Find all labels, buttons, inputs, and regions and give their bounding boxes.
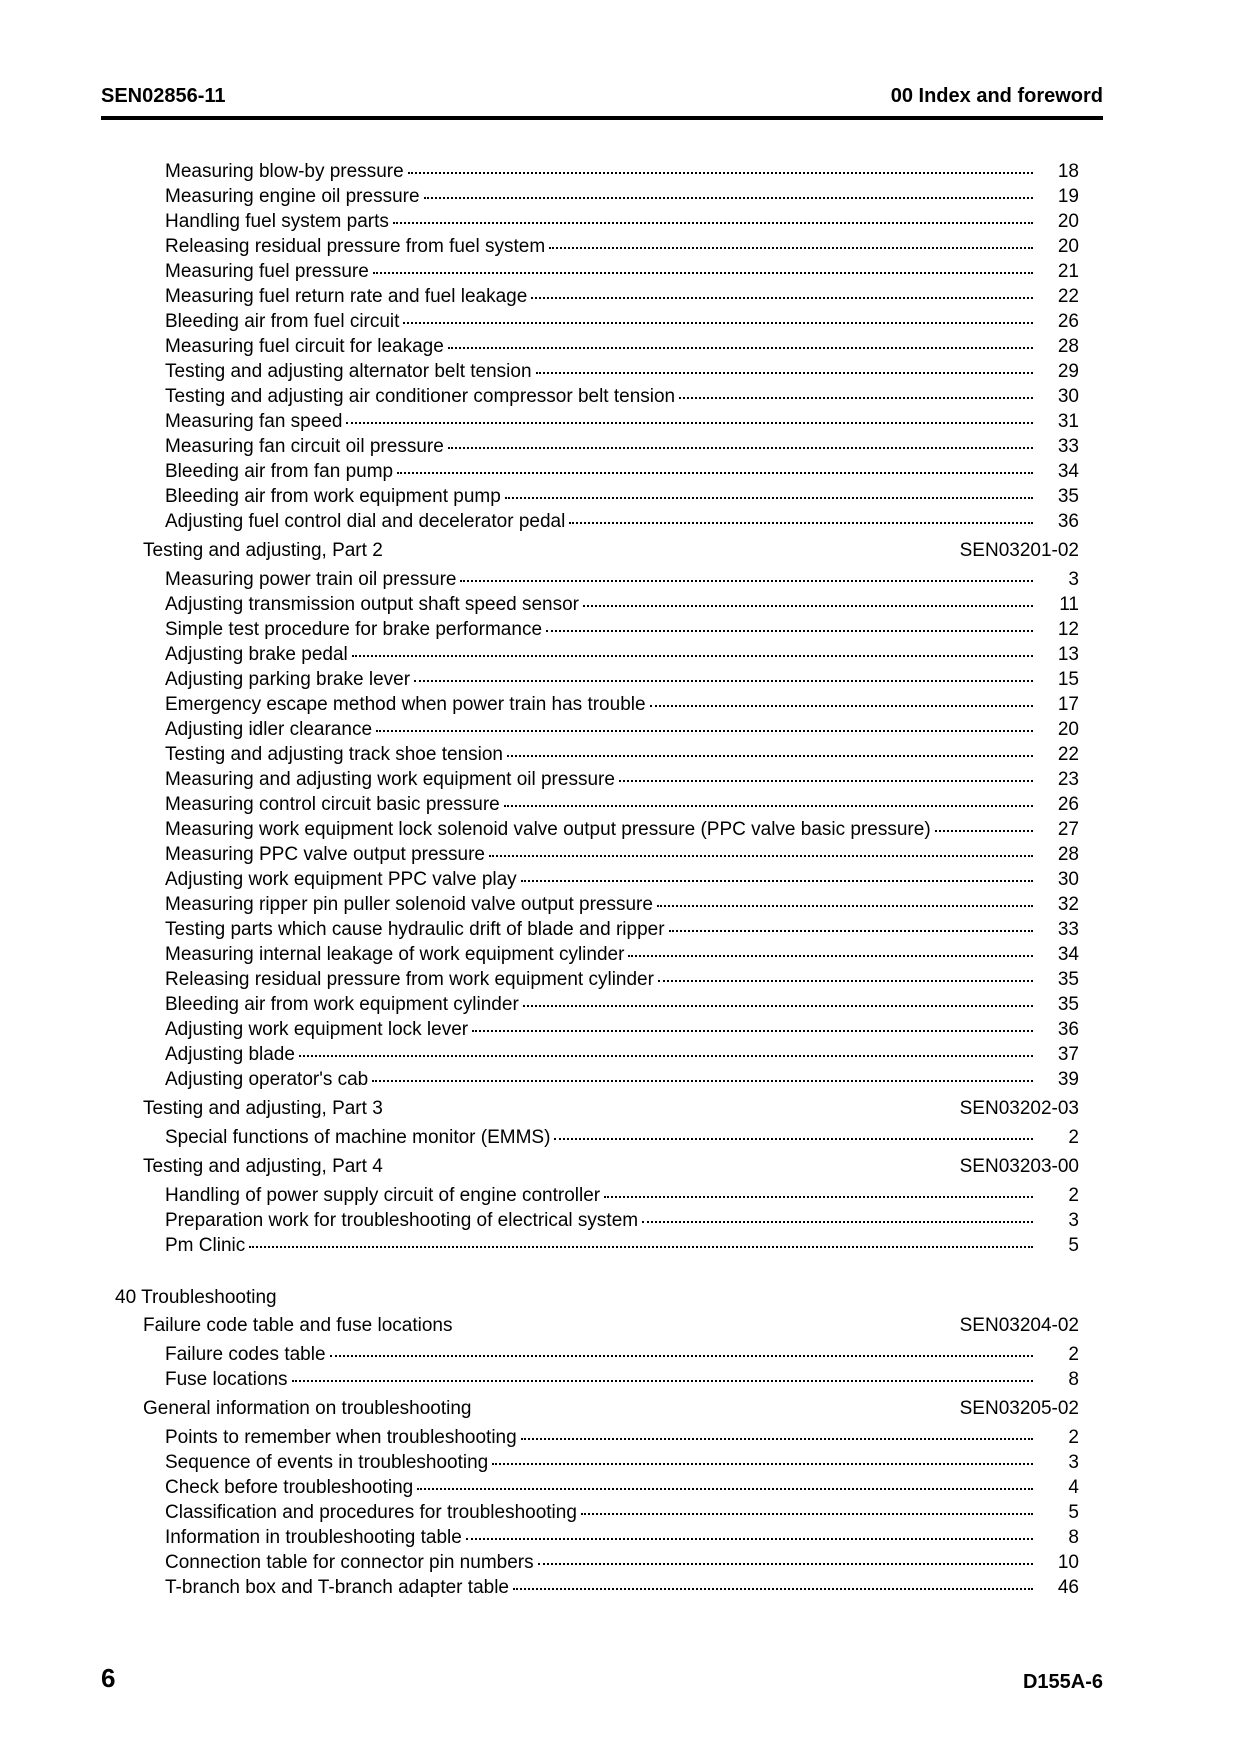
dot-leader bbox=[504, 792, 1033, 810]
toc-entry-title: Adjusting work equipment PPC valve play bbox=[165, 869, 517, 890]
dot-leader bbox=[417, 1475, 1033, 1493]
toc-entry-page: 2 bbox=[1068, 1427, 1079, 1448]
document-code: SEN02856-11 bbox=[101, 85, 226, 107]
toc-entry-title: Classification and procedures for troubleshooting bbox=[165, 1502, 577, 1523]
toc-entry bbox=[165, 717, 1079, 742]
toc-entry-page: 13 bbox=[1057, 644, 1079, 665]
toc-entry bbox=[165, 742, 1079, 767]
toc-entry-page: 3 bbox=[1068, 1452, 1079, 1473]
toc-entry bbox=[165, 792, 1079, 817]
toc-entry bbox=[165, 159, 1079, 184]
dot-leader bbox=[604, 1183, 1033, 1201]
toc-entry-title: Measuring fan speed bbox=[165, 411, 343, 432]
model-code: D155A-6 bbox=[1022, 1671, 1103, 1693]
dot-leader bbox=[549, 234, 1033, 252]
dot-leader bbox=[546, 617, 1033, 635]
toc-subsection-code: SEN03202-03 bbox=[959, 1098, 1079, 1119]
toc-entry-title: Check before troubleshooting bbox=[165, 1477, 414, 1498]
toc-entry-page: 3 bbox=[1068, 1210, 1079, 1231]
toc-entry-title: Measuring fuel return rate and fuel leakage bbox=[165, 286, 528, 307]
toc-entry-page: 4 bbox=[1068, 1477, 1079, 1498]
toc-entry-title: Releasing residual pressure from fuel system bbox=[165, 236, 546, 257]
toc-entry-page: 26 bbox=[1057, 311, 1079, 332]
toc-entry-title: Simple test procedure for brake performance bbox=[165, 619, 543, 640]
toc-entry bbox=[165, 309, 1079, 334]
dot-leader bbox=[523, 992, 1033, 1010]
page-header bbox=[101, 80, 1103, 120]
toc-entry-title: Failure codes table bbox=[165, 1344, 326, 1365]
toc-entry-page: 35 bbox=[1057, 969, 1079, 990]
toc-entry bbox=[165, 567, 1079, 592]
dot-leader bbox=[538, 1550, 1033, 1568]
toc-entry-page: 22 bbox=[1057, 286, 1079, 307]
toc-entry-page: 27 bbox=[1057, 819, 1079, 840]
toc-entry-page: 28 bbox=[1057, 844, 1079, 865]
toc-entry-page: 8 bbox=[1068, 1369, 1079, 1390]
toc-entry-page: 21 bbox=[1057, 261, 1079, 282]
toc-entry bbox=[165, 992, 1079, 1017]
toc-entry bbox=[165, 434, 1079, 459]
dot-leader bbox=[521, 867, 1033, 885]
toc-entry-title: Measuring work equipment lock solenoid valve output pressure (PPC valve basic pressure) bbox=[165, 819, 931, 840]
toc-entry bbox=[165, 1017, 1079, 1042]
toc-entry-page: 29 bbox=[1057, 361, 1079, 382]
toc-entry-page: 33 bbox=[1057, 919, 1079, 940]
dot-leader bbox=[372, 1067, 1033, 1085]
toc-entry-title: Measuring fuel pressure bbox=[165, 261, 369, 282]
dot-leader bbox=[569, 509, 1033, 527]
dot-leader bbox=[935, 817, 1033, 835]
toc-entry-page: 36 bbox=[1057, 1019, 1079, 1040]
toc-entry bbox=[165, 917, 1079, 942]
toc-entry-title: Measuring engine oil pressure bbox=[165, 186, 420, 207]
toc-subsection-title: Failure code table and fuse locations bbox=[143, 1315, 453, 1336]
toc-entry bbox=[165, 1525, 1079, 1550]
toc-entry-title: Adjusting parking brake lever bbox=[165, 669, 411, 690]
toc-subsection-code: SEN03203-00 bbox=[959, 1156, 1079, 1177]
toc-entry bbox=[165, 1425, 1079, 1450]
toc-entry-page: 34 bbox=[1057, 461, 1079, 482]
toc-entry-title: Bleeding air from fuel circuit bbox=[165, 311, 400, 332]
toc-entry-title: Adjusting idler clearance bbox=[165, 719, 373, 740]
toc-entry bbox=[165, 334, 1079, 359]
toc-entry-title: Testing and adjusting air conditioner compressor belt tension bbox=[165, 386, 676, 407]
dot-leader bbox=[679, 384, 1033, 402]
toc-entry-title: Releasing residual pressure from work equipment cylinder bbox=[165, 969, 654, 990]
dot-leader bbox=[513, 1575, 1033, 1593]
dot-leader bbox=[346, 409, 1033, 427]
dot-leader bbox=[403, 309, 1033, 327]
toc-entry-page: 2 bbox=[1068, 1185, 1079, 1206]
toc-entry-title: Testing and adjusting alternator belt tension bbox=[165, 361, 532, 382]
toc-subsection bbox=[143, 1396, 1079, 1421]
toc-entry-title: Adjusting blade bbox=[165, 1044, 295, 1065]
toc-entry-page: 33 bbox=[1057, 436, 1079, 457]
toc-entry bbox=[165, 1367, 1079, 1392]
toc-entry-title: Fuse locations bbox=[165, 1369, 288, 1390]
toc-entry-page: 11 bbox=[1059, 594, 1079, 615]
toc-entry-page: 46 bbox=[1057, 1577, 1079, 1598]
dot-leader bbox=[507, 742, 1033, 760]
toc-entry bbox=[165, 484, 1079, 509]
toc-entry-title: Testing parts which cause hydraulic drift of blade and ripper bbox=[165, 919, 665, 940]
dot-leader bbox=[642, 1208, 1033, 1226]
toc-entry bbox=[165, 842, 1079, 867]
toc-entry-title: Adjusting operator's cab bbox=[165, 1069, 369, 1090]
page-number: 6 bbox=[101, 1663, 116, 1693]
dot-leader bbox=[414, 667, 1033, 685]
toc-entry bbox=[165, 592, 1079, 617]
toc-entry bbox=[165, 1183, 1079, 1208]
toc-entry bbox=[165, 359, 1079, 384]
toc-entry-page: 30 bbox=[1057, 386, 1079, 407]
dot-leader bbox=[448, 434, 1033, 452]
toc-entry-title: Measuring fan circuit oil pressure bbox=[165, 436, 444, 457]
toc-subsection bbox=[143, 538, 1079, 563]
toc-entry bbox=[165, 967, 1079, 992]
toc-entry-page: 2 bbox=[1068, 1127, 1079, 1148]
toc-entry-page: 10 bbox=[1057, 1552, 1079, 1573]
toc-entry-page: 15 bbox=[1057, 669, 1079, 690]
toc-entry-page: 22 bbox=[1057, 744, 1079, 765]
toc-entry bbox=[165, 409, 1079, 434]
toc-entry-title: Measuring internal leakage of work equipment cylinder bbox=[165, 944, 625, 965]
toc-entry bbox=[165, 234, 1079, 259]
dot-leader bbox=[292, 1367, 1033, 1385]
dot-leader bbox=[531, 284, 1033, 302]
toc-entry-page: 28 bbox=[1057, 336, 1079, 357]
toc-entry-page: 19 bbox=[1057, 186, 1079, 207]
dot-leader bbox=[669, 917, 1033, 935]
toc-entry-page: 34 bbox=[1057, 944, 1079, 965]
toc-entry-title: Measuring PPC valve output pressure bbox=[165, 844, 485, 865]
dot-leader bbox=[397, 459, 1033, 477]
toc-entry-title: Handling of power supply circuit of engine controller bbox=[165, 1185, 601, 1206]
toc-subsection-title: Testing and adjusting, Part 4 bbox=[143, 1156, 383, 1177]
toc-entry bbox=[165, 1550, 1079, 1575]
toc-entry bbox=[165, 1475, 1079, 1500]
toc-entry-title: Measuring ripper pin puller solenoid valve output pressure bbox=[165, 894, 653, 915]
toc-entry-title: Adjusting work equipment lock lever bbox=[165, 1019, 469, 1040]
dot-leader bbox=[583, 592, 1033, 610]
chapter-title: 00 Index and foreword bbox=[890, 85, 1103, 107]
toc-entry bbox=[165, 692, 1079, 717]
dot-leader bbox=[536, 359, 1033, 377]
toc-entry bbox=[165, 459, 1079, 484]
dot-leader bbox=[330, 1342, 1033, 1360]
toc-entry-page: 5 bbox=[1068, 1502, 1079, 1523]
toc-entry bbox=[165, 1342, 1079, 1367]
toc-entry-page: 12 bbox=[1057, 619, 1079, 640]
toc-entry-page: 20 bbox=[1057, 719, 1079, 740]
toc-entry-title: Bleeding air from work equipment cylinder bbox=[165, 994, 519, 1015]
toc-entry-title: Sequence of events in troubleshooting bbox=[165, 1452, 489, 1473]
toc-entry-title: Measuring blow-by pressure bbox=[165, 161, 404, 182]
toc-entry bbox=[165, 617, 1079, 642]
dot-leader bbox=[373, 259, 1033, 277]
toc-entry-page: 35 bbox=[1057, 486, 1079, 507]
toc-entry bbox=[165, 1067, 1079, 1092]
toc-entry bbox=[165, 1125, 1079, 1150]
dot-leader bbox=[408, 159, 1033, 177]
dot-leader bbox=[352, 642, 1033, 660]
toc-entry-title: Adjusting fuel control dial and decelerator pedal bbox=[165, 511, 566, 532]
toc-entry-page: 18 bbox=[1057, 161, 1079, 182]
toc-subsection-code: SEN03205-02 bbox=[959, 1398, 1079, 1419]
dot-leader bbox=[460, 567, 1033, 585]
toc-entry-title: Preparation work for troubleshooting of electrical system bbox=[165, 1210, 639, 1231]
toc-entry-title: Measuring and adjusting work equipment oil pressure bbox=[165, 769, 615, 790]
toc-entry-page: 39 bbox=[1057, 1069, 1079, 1090]
toc-entry-title: Measuring control circuit basic pressure bbox=[165, 794, 500, 815]
dot-leader bbox=[299, 1042, 1033, 1060]
toc-entry bbox=[165, 1450, 1079, 1475]
toc-entry-page: 26 bbox=[1057, 794, 1079, 815]
toc-entry-page: 36 bbox=[1057, 511, 1079, 532]
dot-leader bbox=[472, 1017, 1033, 1035]
toc-entry bbox=[165, 1575, 1079, 1600]
toc-entry-page: 20 bbox=[1057, 211, 1079, 232]
toc-entry-page: 37 bbox=[1057, 1044, 1079, 1065]
dot-leader bbox=[466, 1525, 1033, 1543]
toc-entry-page: 8 bbox=[1068, 1527, 1079, 1548]
toc-entry bbox=[165, 209, 1079, 234]
toc-entry-page: 32 bbox=[1057, 894, 1079, 915]
dot-leader bbox=[249, 1233, 1033, 1251]
toc-entry bbox=[165, 767, 1079, 792]
toc-entry-page: 20 bbox=[1057, 236, 1079, 257]
dot-leader bbox=[393, 209, 1033, 227]
toc-entry-page: 23 bbox=[1057, 769, 1079, 790]
dot-leader bbox=[554, 1125, 1033, 1143]
dot-leader bbox=[505, 484, 1033, 502]
toc-subsection bbox=[143, 1154, 1079, 1179]
toc-entry-title: Adjusting transmission output shaft speed sensor bbox=[165, 594, 580, 615]
toc-entry bbox=[165, 1042, 1079, 1067]
toc-entry-title: Special functions of machine monitor (EMMS) bbox=[165, 1127, 551, 1148]
dot-leader bbox=[650, 692, 1033, 710]
dot-leader bbox=[581, 1500, 1033, 1518]
toc-entry bbox=[165, 892, 1079, 917]
toc-subsection-title: General information on troubleshooting bbox=[143, 1398, 472, 1419]
toc-entry-title: Points to remember when troubleshooting bbox=[165, 1427, 517, 1448]
dot-leader bbox=[521, 1425, 1033, 1443]
toc-entry-title: Pm Clinic bbox=[165, 1235, 246, 1256]
dot-leader bbox=[448, 334, 1033, 352]
dot-leader bbox=[492, 1450, 1033, 1468]
toc-entry-title: Connection table for connector pin numbers bbox=[165, 1552, 534, 1573]
toc-subsection bbox=[143, 1096, 1079, 1121]
dot-leader bbox=[489, 842, 1033, 860]
toc-entry-page: 30 bbox=[1057, 869, 1079, 890]
toc-entry-page: 5 bbox=[1068, 1235, 1079, 1256]
dot-leader bbox=[658, 967, 1033, 985]
toc-subsection-code: SEN03204-02 bbox=[959, 1315, 1079, 1336]
toc-subsection bbox=[143, 1313, 1079, 1338]
dot-leader bbox=[376, 717, 1033, 735]
toc-entry-title: Measuring fuel circuit for leakage bbox=[165, 336, 444, 357]
toc-entry bbox=[165, 509, 1079, 534]
toc-entry bbox=[165, 1208, 1079, 1233]
toc-entry bbox=[165, 817, 1079, 842]
toc-entry bbox=[165, 384, 1079, 409]
toc-entry bbox=[165, 1500, 1079, 1525]
toc-entry bbox=[165, 184, 1079, 209]
toc-entry-page: 3 bbox=[1068, 569, 1079, 590]
toc-entry-title: Testing and adjusting track shoe tension bbox=[165, 744, 503, 765]
toc-entry-title: T-branch box and T-branch adapter table bbox=[165, 1577, 509, 1598]
toc-subsection-title: Testing and adjusting, Part 3 bbox=[143, 1098, 383, 1119]
toc-entry-title: Adjusting brake pedal bbox=[165, 644, 348, 665]
toc-entry bbox=[165, 1233, 1079, 1258]
dot-leader bbox=[628, 942, 1033, 960]
dot-leader bbox=[619, 767, 1033, 785]
toc-entry-title: Measuring power train oil pressure bbox=[165, 569, 457, 590]
toc-entry bbox=[165, 259, 1079, 284]
toc-section-heading: 40 Troubleshooting bbox=[115, 1287, 277, 1308]
toc-entry bbox=[165, 867, 1079, 892]
toc-entry-title: Emergency escape method when power train has trouble bbox=[165, 694, 646, 715]
toc-entry-title: Bleeding air from fan pump bbox=[165, 461, 394, 482]
toc-entry bbox=[165, 284, 1079, 309]
dot-leader bbox=[657, 892, 1033, 910]
toc-entry bbox=[165, 642, 1079, 667]
toc-entry-page: 2 bbox=[1068, 1344, 1079, 1365]
toc-entry-page: 31 bbox=[1057, 411, 1079, 432]
toc-entry-title: Information in troubleshooting table bbox=[165, 1527, 462, 1548]
toc-entry bbox=[165, 942, 1079, 967]
toc-subsection-code: SEN03201-02 bbox=[959, 540, 1079, 561]
toc-entry bbox=[165, 667, 1079, 692]
toc-entry-page: 35 bbox=[1057, 994, 1079, 1015]
toc-subsection-title: Testing and adjusting, Part 2 bbox=[143, 540, 383, 561]
toc-entry-title: Handling fuel system parts bbox=[165, 211, 389, 232]
dot-leader bbox=[424, 184, 1033, 202]
toc-entry-title: Bleeding air from work equipment pump bbox=[165, 486, 501, 507]
toc-entry-page: 17 bbox=[1057, 694, 1079, 715]
